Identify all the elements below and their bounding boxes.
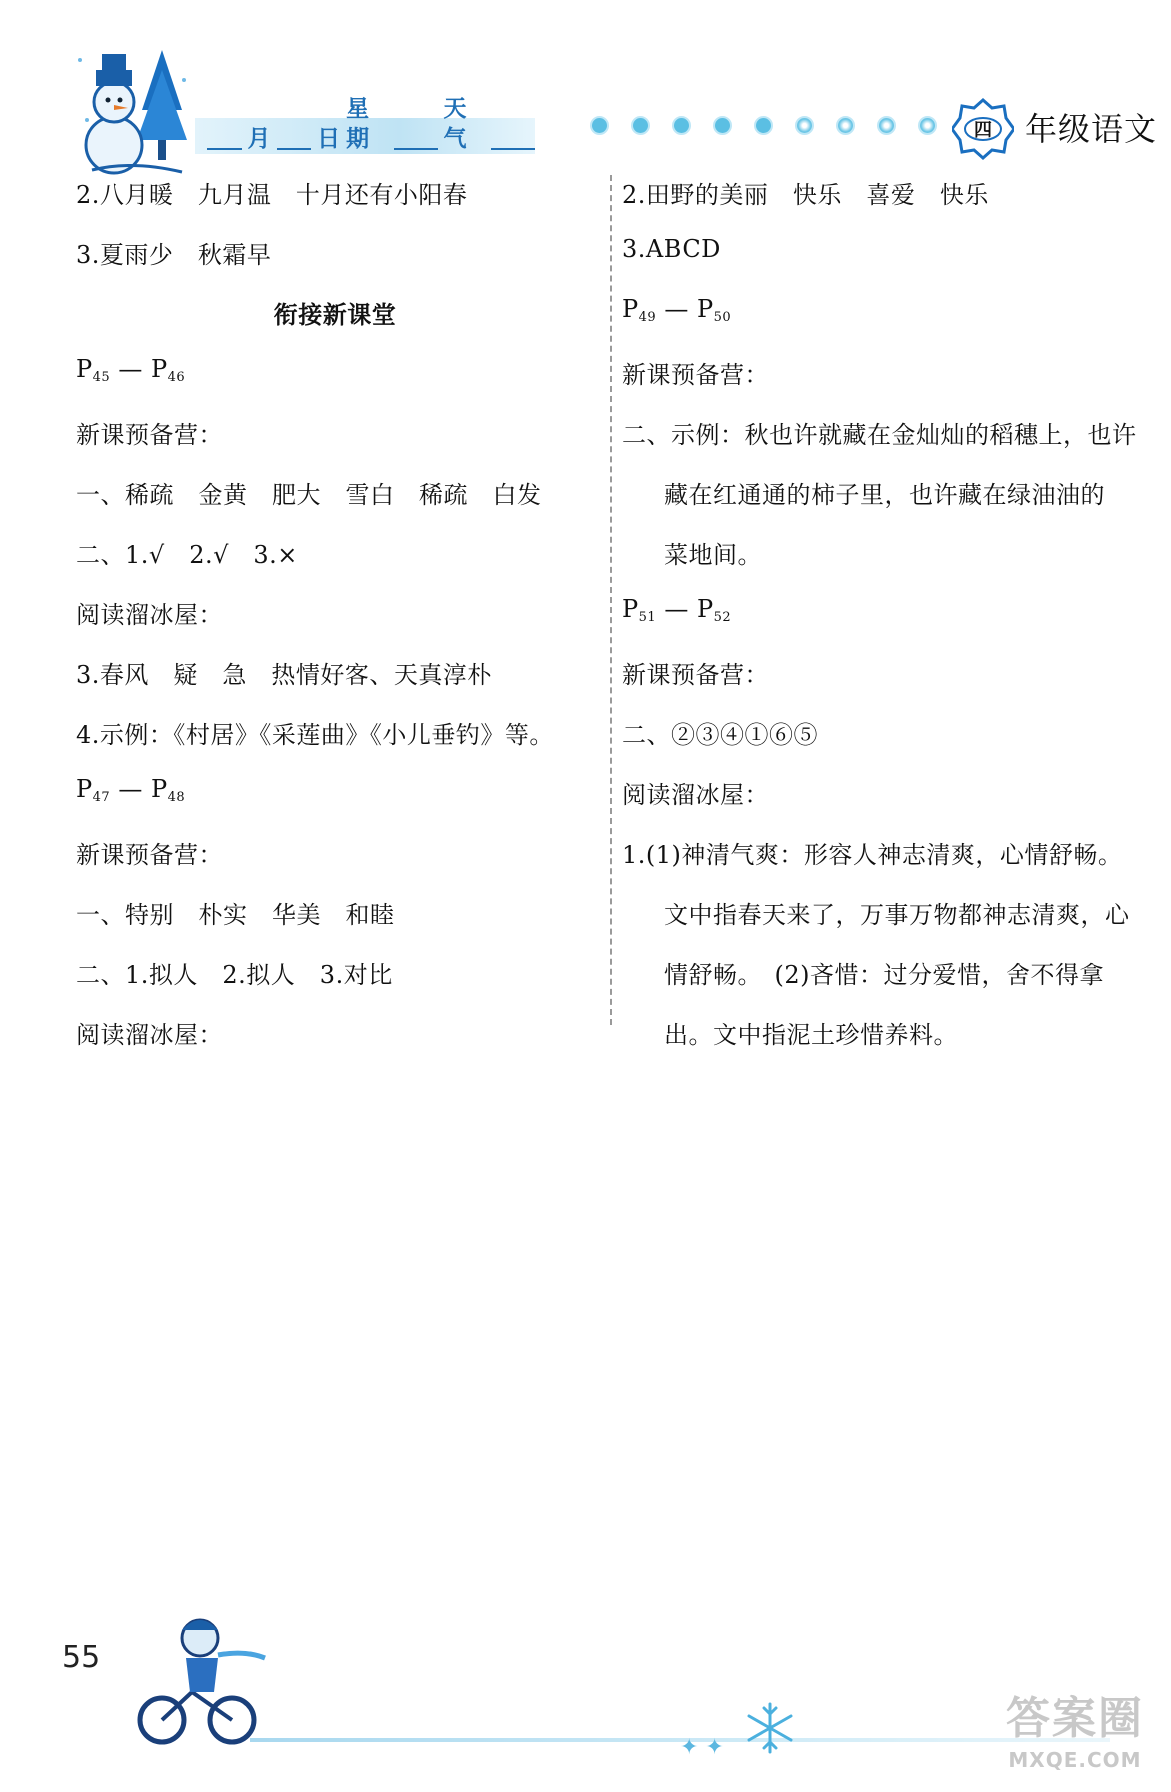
answer-line: 新课预备营： [622,361,769,389]
answer-line: 情舒畅。 (2)吝惜：过分爱惜，舍不得拿 [664,961,1104,989]
page-range-heading: $P_{51}$ — $P_{52}$ [622,595,732,625]
subject-title: 年级语文 [1025,110,1158,148]
month-blank [207,148,242,150]
snowflake-dot-icon [918,116,937,135]
dot-icon [754,116,773,135]
answer-line: 阅读溜冰屋： [76,1021,223,1049]
answer-line: 3.春风 疑 急 热情好客、天真淳朴 [76,661,492,689]
answer-line: 新课预备营： [76,421,223,449]
answer-line: 1.(1)神清气爽：形容人神志清爽，心情舒畅。 [622,841,1123,869]
month-label: 月 [247,126,271,152]
page-range-heading: $P_{47}$ — $P_{48}$ [76,775,186,805]
sparkle-icon: ✦ ✦ [680,1735,724,1760]
week-blank [394,148,438,150]
column-divider [610,175,612,1025]
day-label: 日 [317,126,341,152]
answer-line: 2.八月暖 九月温 十月还有小阳春 [76,181,468,209]
answer-line: 藏在红通通的柿子里，也许藏在绿油油的 [664,481,1105,509]
answer-line: 阅读溜冰屋： [76,601,223,629]
dot-icon [631,116,650,135]
date-weather-bar [195,96,535,154]
answer-line: 出。文中指泥土珍惜养料。 [664,1021,958,1049]
snowflake-dot-icon [877,116,896,135]
snowflake-dot-icon [795,116,814,135]
answer-line: 新课预备营： [76,841,223,869]
dot-icon [590,116,609,135]
watermark-sub: MXQE.COM [1008,1748,1142,1772]
page-range-heading: $P_{45}$ — $P_{46}$ [76,355,186,385]
dot-icon [713,116,732,135]
week-label: 星期 [346,96,370,152]
answer-line: 二、1.√ 2.√ 3.× [76,541,298,569]
answer-line: 阅读溜冰屋： [622,781,769,809]
answer-line: 4.示例：《村居》《采莲曲》《小儿垂钓》等。 [76,721,554,749]
answer-line: 3.ABCD [622,235,721,263]
answer-line: 2.田野的美丽 快乐 喜爱 快乐 [622,181,989,209]
section-heading: 衔接新课堂 [273,300,397,329]
grade-badge-icon [952,98,1014,160]
answer-line: 3.夏雨少 秋霜早 [76,241,272,269]
dot-icon [672,116,691,135]
answer-line: 文中指春天来了，万事万物都神志清爽，心 [664,901,1130,929]
snowflake-icon [742,1700,798,1756]
cyclist-icon [130,1600,270,1750]
answer-line: 二、②③④①⑥⑤ [622,721,818,749]
answer-line: 一、稀疏 金黄 肥大 雪白 稀疏 白发 [76,481,542,509]
answer-line: 一、特别 朴实 华美 和睦 [76,901,395,929]
answer-line: 二、1.拟人 2.拟人 3.对比 [76,961,393,989]
day-blank [277,148,312,150]
snowman-icon [72,40,192,180]
weather-blank [491,148,535,150]
page-number: 55 [62,1640,101,1675]
page-header [0,0,1171,170]
grade-char: 四 [974,120,992,141]
weather-label: 天气 [443,96,467,152]
answer-line: 新课预备营： [622,661,769,689]
answer-line: 二、示例：秋也许就藏在金灿灿的稻穗上，也许 [622,421,1137,449]
watermark-main: 答案圈 [1006,1693,1144,1744]
watermark [985,1690,1165,1790]
page-range-heading: $P_{49}$ — $P_{50}$ [622,295,732,325]
answer-line: 菜地间。 [664,541,762,569]
snowflake-dot-icon [836,116,855,135]
decorative-dots [590,116,937,135]
